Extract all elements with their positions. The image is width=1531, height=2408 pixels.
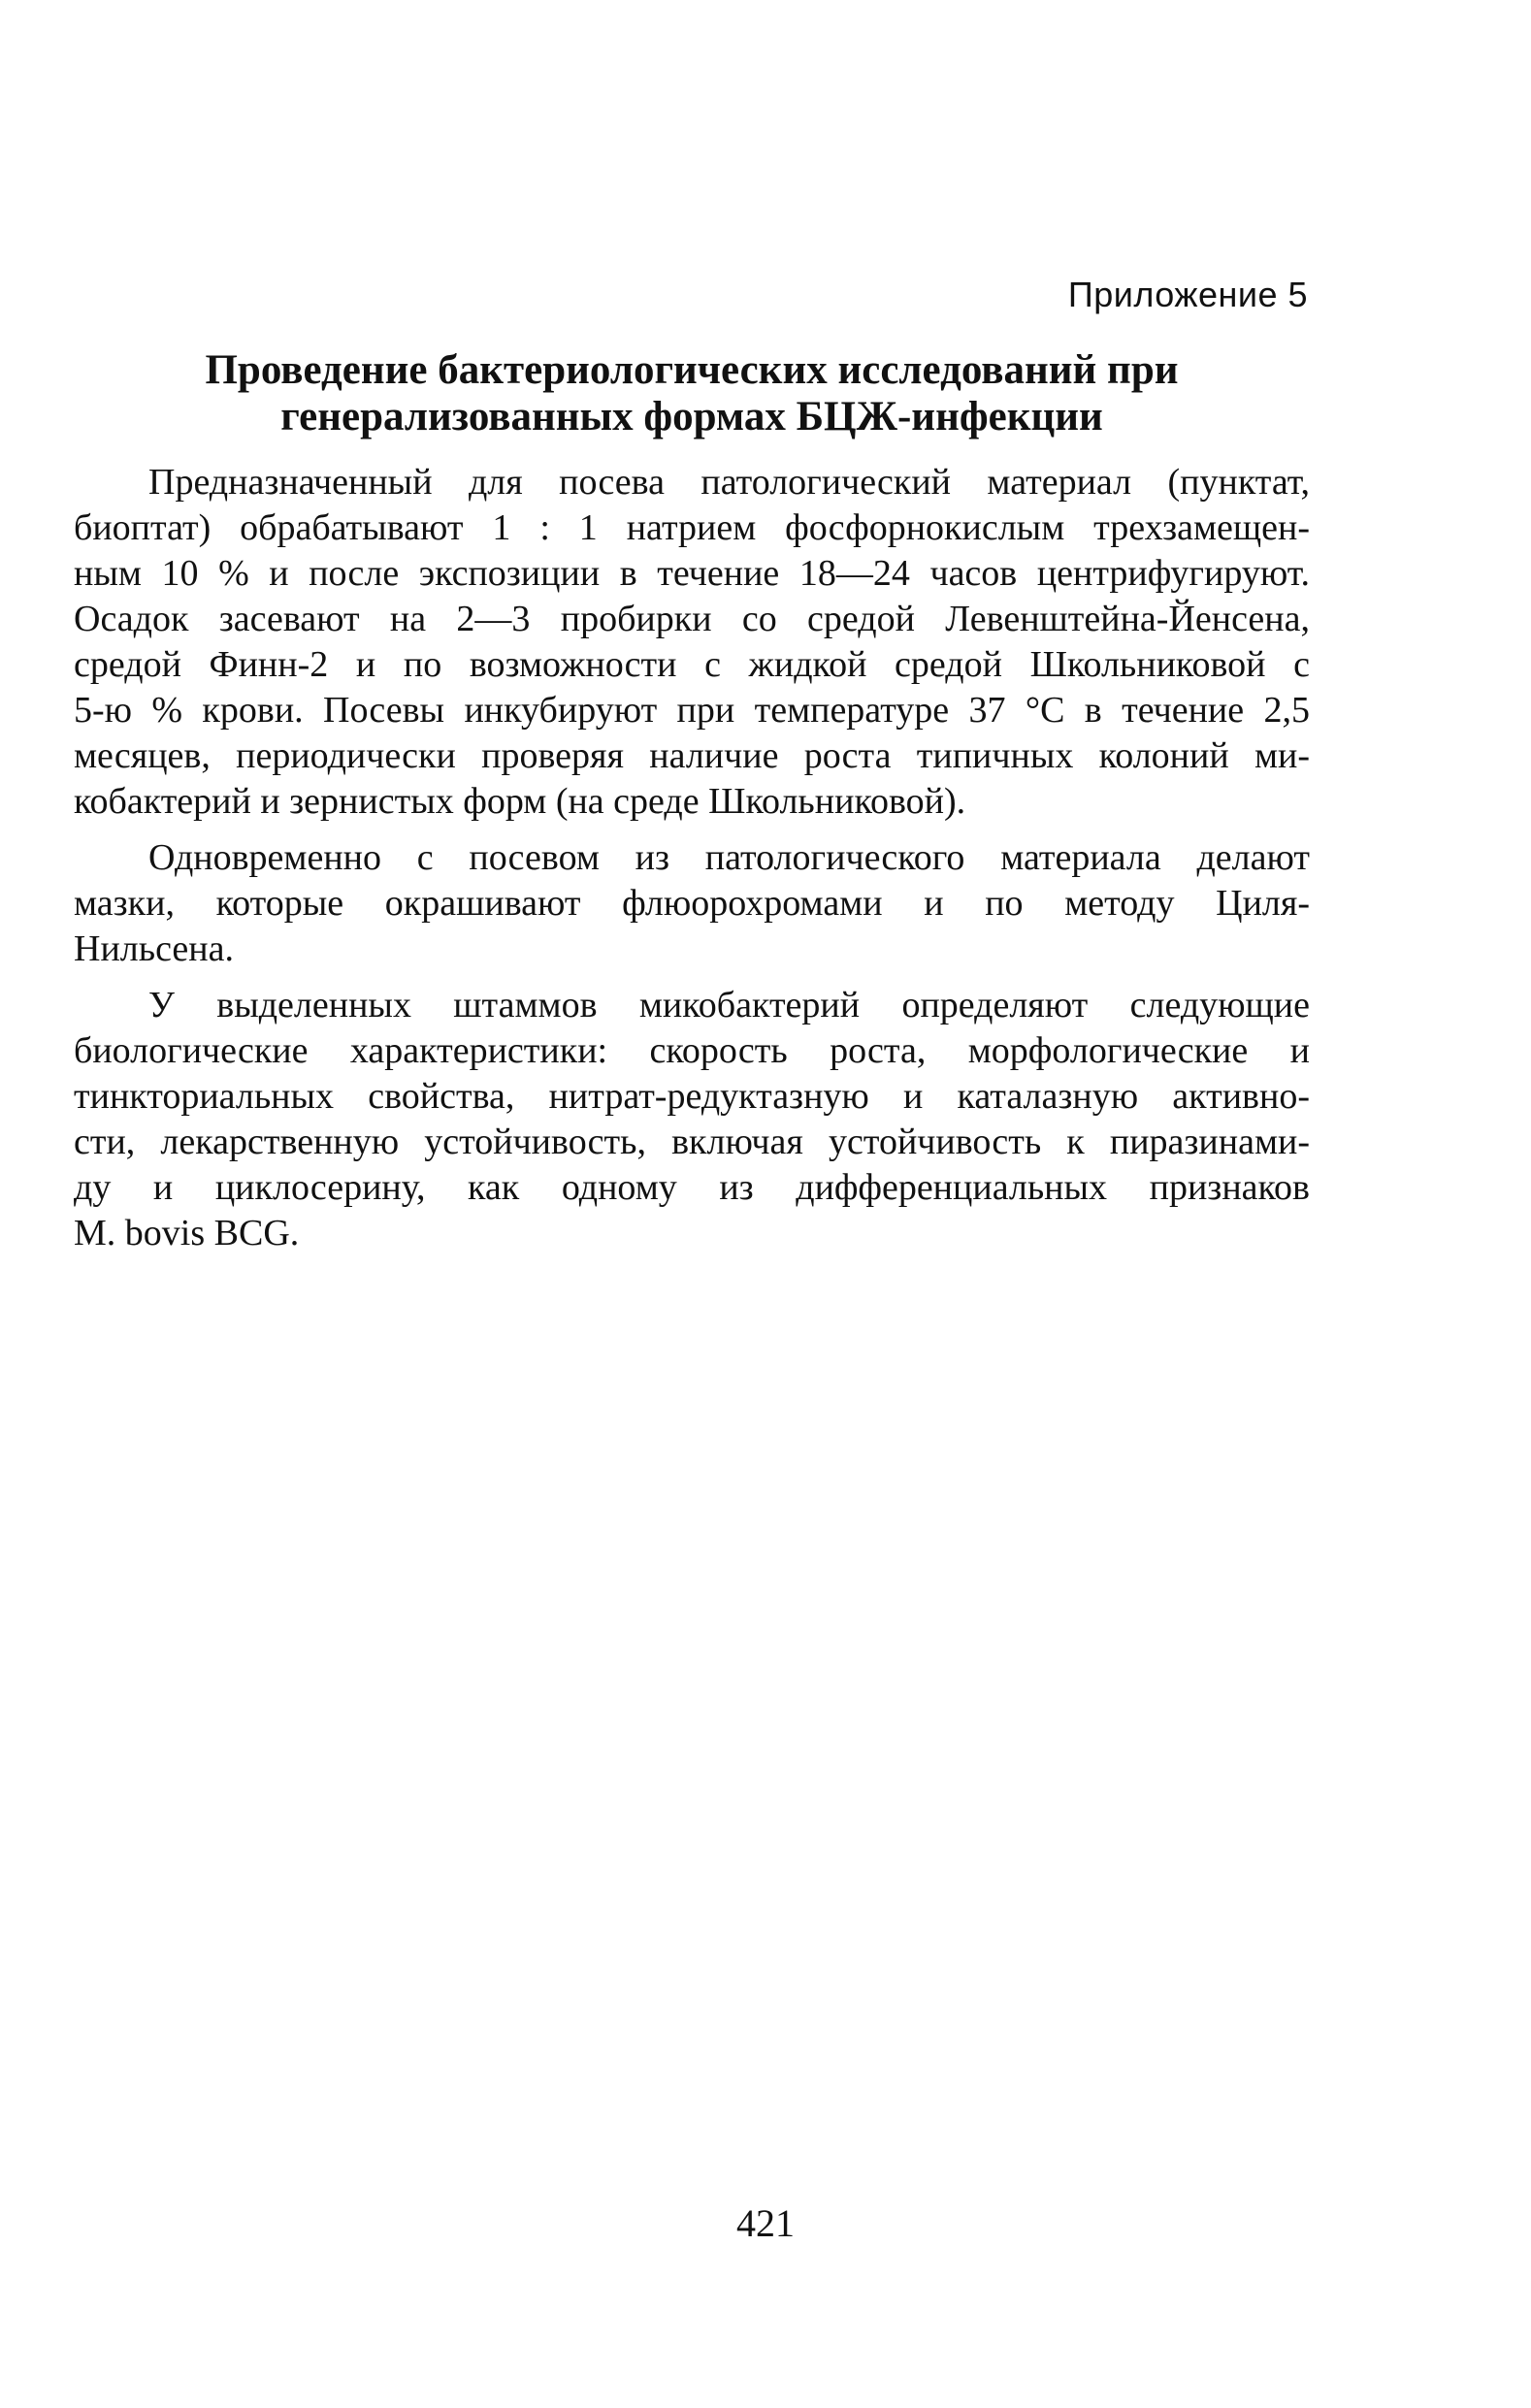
paragraph-line: сти, лекарственную устойчивость, включая устойчивость к пиразинами-: [74, 1122, 1310, 1162]
paragraph-line: ду и циклосерину, как одному из дифференциальных признаков: [74, 1167, 1310, 1208]
section-title-line-1: Проведение бактериологических исследований при: [205, 347, 1179, 393]
page-number: 421: [736, 2201, 795, 2245]
paragraph-3: [74, 983, 1310, 1256]
paragraph-line: 5-ю % крови. Посевы инкубируют при температуре 37 °С в течение 2,5: [74, 690, 1310, 731]
section-title: [74, 347, 1310, 440]
body-text: [74, 460, 1310, 1256]
appendix-label: Приложение 5: [1067, 275, 1308, 314]
paragraph-2: [74, 835, 1310, 972]
paragraph-line: биоптат) обрабатывают 1 : 1 натрием фосфорнокислым трехзамещен-: [74, 507, 1310, 548]
paragraph-1: [74, 460, 1310, 825]
paragraph-line: средой Финн-2 и по возможности с жидкой средой Школьниковой с: [74, 644, 1310, 685]
paragraph-line: биологические характеристики: скорость роста, морфологические и: [74, 1030, 1310, 1071]
paragraph-line: Осадок засевают на 2—3 пробирки со средой Левенштейна-Йенсена,: [74, 599, 1310, 639]
paragraph-line: мазки, которые окрашивают флюорохромами и по методу Циля-: [74, 883, 1310, 924]
paragraph-gap: [74, 972, 1310, 983]
paragraph-line: Нильсена.: [74, 928, 234, 969]
paragraph-line: Одновременно с посевом из патологического материала делают: [148, 837, 1310, 878]
paragraph-line: ным 10 % и после экспозиции в течение 18—24 часов центрифугируют.: [74, 553, 1310, 594]
paragraph-line: У выделенных штаммов микобактерий определяют следующие: [148, 985, 1310, 1025]
section-title-line-2: генерализованных формах БЦЖ-инфекции: [280, 394, 1103, 439]
paragraph-line: кобактерий и зернистых форм (на среде Школьниковой).: [74, 781, 966, 822]
paragraph-gap: [74, 825, 1310, 835]
paragraph-line: M. bovis BCG.: [74, 1213, 300, 1253]
paragraph-line: месяцев, периодически проверяя наличие роста типичных колоний ми-: [74, 735, 1310, 776]
paragraph-line: Предназначенный для посева патологический материал (пунктат,: [148, 462, 1310, 503]
paragraph-line: тинкториальных свойства, нитрат-редуктазную и каталазную активно-: [74, 1076, 1310, 1117]
